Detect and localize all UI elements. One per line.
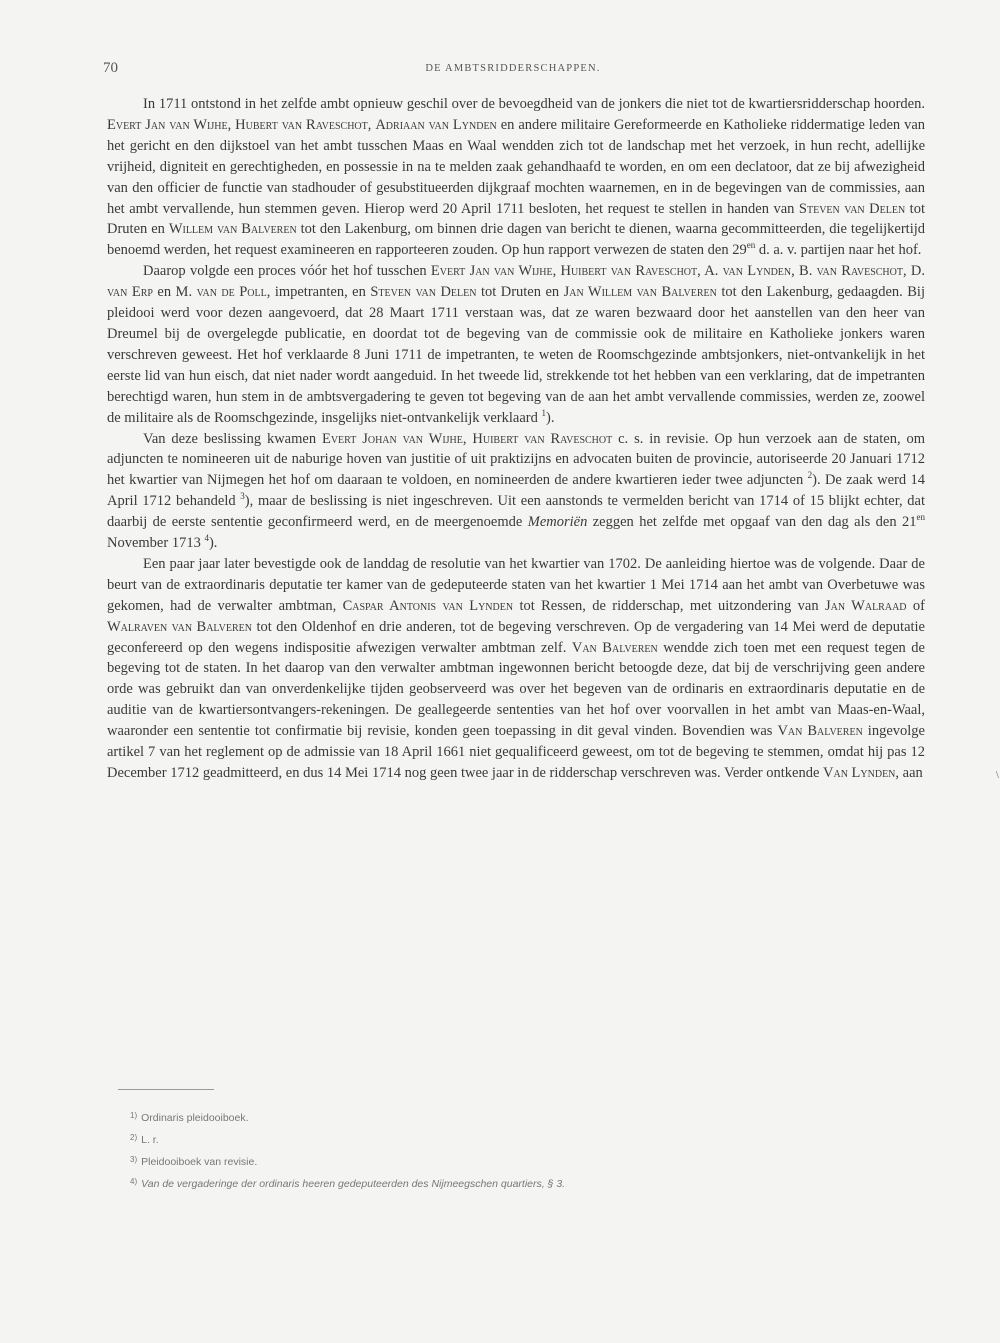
- text-run: ,: [552, 263, 561, 280]
- name-small-caps: van Erp: [107, 284, 153, 301]
- name-small-caps: Willem van Balveren: [168, 221, 297, 238]
- name-small-caps: Walraven van Balveren: [107, 618, 252, 635]
- footnote-mark: 2): [130, 1133, 138, 1142]
- text-run: tot den Lakenburg, gedaagden. Bij pleidooi werd voor dezen aangevoerd, dat 28 Maart 1711 verstaan was, dat ze waren bezwaard door het aanstellen van den heer van Dreumel bij de overgelegde publicatie, en doordat tot de begeving van de commissie ook de militaire en Katholieke jonkers waren verschreven geweest. Het hof verklaarde 8 Juni 1711 de impetranten, te weten de Roomschgezinde ambtsjonkers, niet-ontvankelijk in het eerste lid van hun eisch, dat niet nader wordt aangeduid. In het tweede lid, strekkende tot het hebben van een verklaring, dat de impetranten berechtigd waren, hun stem in de ambtsvergadering te geven tot begeving van de aan het ambt vervallende commissies, werden ze, zoowel de militaire als de Roomschgezinde, insgelijks niet-ontvankelijk verklaard: [107, 284, 925, 426]
- name-small-caps: Van Balveren: [571, 639, 658, 656]
- superscript: 1: [541, 407, 546, 418]
- text-run: tot Druten en: [476, 284, 564, 301]
- text-run: d. a. v. partijen naar het hof.: [755, 242, 922, 259]
- name-small-caps: van de Poll: [196, 284, 267, 301]
- name-small-caps: Huibert van Raveschot: [472, 430, 613, 447]
- text-run: ,: [227, 116, 236, 133]
- page-header: [103, 60, 923, 82]
- footnote: [130, 1150, 830, 1172]
- name-small-caps: van Lynden: [722, 263, 792, 280]
- text-run: tot den Oldenhof en drie anderen, tot de begeving verschreven. Op de vergadering van 14 Mei werd de deputatie geconfereerd op den wegens indispositie afwezigen verwalter ambtman zelf.: [107, 618, 925, 656]
- name-small-caps: Steven van Delen: [370, 284, 477, 301]
- superscript: 4: [204, 533, 209, 544]
- superscript: en: [746, 240, 756, 251]
- paragraph: [107, 261, 925, 428]
- text-run: November 1713: [107, 535, 205, 552]
- name-small-caps: Adriaan van Lynden: [375, 116, 497, 133]
- name-small-caps: Jan Willem van Balveren: [563, 284, 717, 301]
- text-run: ,: [462, 430, 473, 447]
- name-small-caps: Evert Johan van Wijhe: [321, 430, 463, 447]
- text-run: zeggen het zelfde met opgaaf van den dag als den 21: [587, 514, 917, 531]
- footnote-text: Van de vergaderinge der ordinaris heeren gedeputeerden des Nijmeegschen quartiers, § 3.: [141, 1178, 566, 1190]
- text-run: tot den Lakenburg, om binnen drie dagen van bericht te dienen, waarna gecommitteerden, die tegelijkertijd benoemd werden, het request examineeren en rapporteeren zouden. Op hun rapport verwezen de staten den 29: [107, 221, 926, 259]
- superscript: en: [916, 512, 926, 523]
- text-run: ,: [367, 116, 376, 133]
- name-small-caps: van Raveschot: [816, 263, 903, 280]
- text-run: ).: [208, 535, 218, 552]
- text-run: In 1711 ontstond in het zelfde ambt opnieuw geschil over de bevoegdheid van de jonkers die niet tot de kwartiersridderschap hoorden.: [143, 96, 925, 112]
- page-number: 70: [103, 60, 118, 76]
- text-run: c. s. in revisie. Op hun verzoek aan de staten, om adjuncten te nomineeren uit de naburige hoven van justitie of uit praktizijns en advocaten buiten de provincie, autoriseerde 20 Januari 1712 het kwartier van Nijmegen het hof om daaraan te voldoen, en nomineerden de andere kwartieren ieder twee adjuncten: [107, 430, 925, 489]
- footnote: [130, 1172, 830, 1194]
- name-small-caps: Caspar Antonis van Lynden: [342, 597, 514, 614]
- text-run: , A.: [697, 263, 723, 280]
- text-run: Van deze beslissing kwamen: [143, 430, 322, 447]
- text-run: tot Ressen, de ridderschap, met uitzondering van: [513, 597, 825, 614]
- name-small-caps: Van Balveren: [777, 723, 863, 740]
- footnote-mark: 1): [130, 1111, 138, 1120]
- name-small-caps: Evert Jan van Wijhe: [430, 263, 553, 280]
- footnote-text: L. r.: [141, 1134, 159, 1146]
- name-small-caps: Van Lynden: [823, 765, 896, 781]
- footnote: [130, 1106, 830, 1128]
- footnote-separator: [118, 1089, 214, 1090]
- superscript: 2: [807, 470, 813, 481]
- text-run: , aan: [895, 765, 923, 781]
- name-small-caps: Steven van Delen: [798, 200, 906, 217]
- margin-mark: \: [996, 770, 999, 781]
- name-small-caps: Jan Walraad: [824, 597, 907, 614]
- paragraph: [107, 554, 925, 784]
- text-run: en M.: [152, 284, 197, 301]
- text-run: en andere militaire Gereformeerde en Katholieke riddermatige leden van het gericht en den dijkstoel van het ambt tusschen Maas en Waal wendden zich tot de landschap met het verzoek, in hun recht, adellijke vrijheid, digniteit en gerechtigheden, en possessie in na te melden zaak gehandhaafd te worden, en om een declatoor, dat ze bij afwezigheid van den officier de functie van stadhouder of gesubstitueerden dijkgraaf mochten waarnemen, en in de begevingen van de commissies, aan het ambt vervallende, hun stemmen geven. Hierop werd 20 April 1711 besloten, het request te stellen in handen van: [107, 116, 926, 217]
- text-run: wendde zich toen met een request tegen de begeving tot de staten. In het daarop van den verwalter ambtman ingewonnen bericht betoogde deze, dat bij de verschrijving geen andere orde was gebruikt dan van onverdenkelijke tijden geobserveerd was over het begeven van de ordinaris en extraordinaris deputatie en de auditie van de kwartiersontvangers-rekeningen. De geallegeerde sententies van het hof over voorvallen in het ambt van Maas-en-Waal, waaronder een sententie tot confirmatie bij revisie, konden geen toepassing in dit geval vinden. Bovendien was: [107, 639, 925, 740]
- paragraph: [107, 429, 925, 554]
- text-run: ingevolge artikel 7 van het reglement op de admissie van 18 April 1661 niet gequalificeerd geweest, om tot de begeving te stemmen, omdat hij pas 12 December 1712 geadmitteerd, en dus 14 Mei 1714 nog geen twee jaar in de ridderschap verschreven was. Verder ontkende: [107, 723, 925, 781]
- text-run: , B.: [791, 263, 817, 280]
- footnote-text: Ordinaris pleidooiboek.: [141, 1112, 249, 1124]
- text-run: Een paar jaar later bevestigde ook de landdag de resolutie van het kwartier van 1702. De aanleiding hiertoe was de volgende. Daar de beurt van de extraordinaris deputatie ter kamer van de gedeputeerde staten van het kwartier 1 Mei 1714 aan het ambt van Overbetuwe was gekomen, had de verwalter ambtman,: [107, 555, 925, 614]
- text-run: , D.: [902, 263, 925, 280]
- paragraph: [107, 94, 925, 261]
- name-small-caps: Huibert van Raveschot: [560, 263, 698, 280]
- footnote-mark: 4): [130, 1177, 138, 1186]
- footnote-text: Pleidooiboek van revisie.: [141, 1156, 258, 1168]
- running-title: DE AMBTSRIDDERSCHAPPEN.: [425, 63, 601, 74]
- text-run: , impetranten, en: [266, 284, 371, 301]
- body-text: [107, 94, 925, 784]
- italic-text: Memoriën: [527, 514, 588, 531]
- text-run: ). De zaak werd 14 April 1712 behandeld: [107, 472, 926, 510]
- text-run: Daarop volgde een proces vóór het hof tusschen: [143, 263, 431, 280]
- text-run: of: [906, 597, 925, 614]
- superscript: 3: [240, 491, 245, 502]
- footnote: [130, 1128, 830, 1150]
- name-small-caps: Evert Jan van Wijhe: [107, 116, 228, 133]
- text-run: tot Druten en: [107, 200, 925, 238]
- text-run: ), maar de beslissing is niet ingeschreven. Uit een aanstonds te vermelden bericht van 1714 of 15 blijkt echter, dat daarbij de eerste sententie geconfirmeerd werd, en de meergenoemde: [107, 493, 925, 531]
- footnotes: [130, 1106, 830, 1194]
- footnote-mark: 3): [130, 1155, 138, 1164]
- text-run: ).: [545, 409, 555, 426]
- name-small-caps: Hubert van Raveschot: [235, 116, 368, 133]
